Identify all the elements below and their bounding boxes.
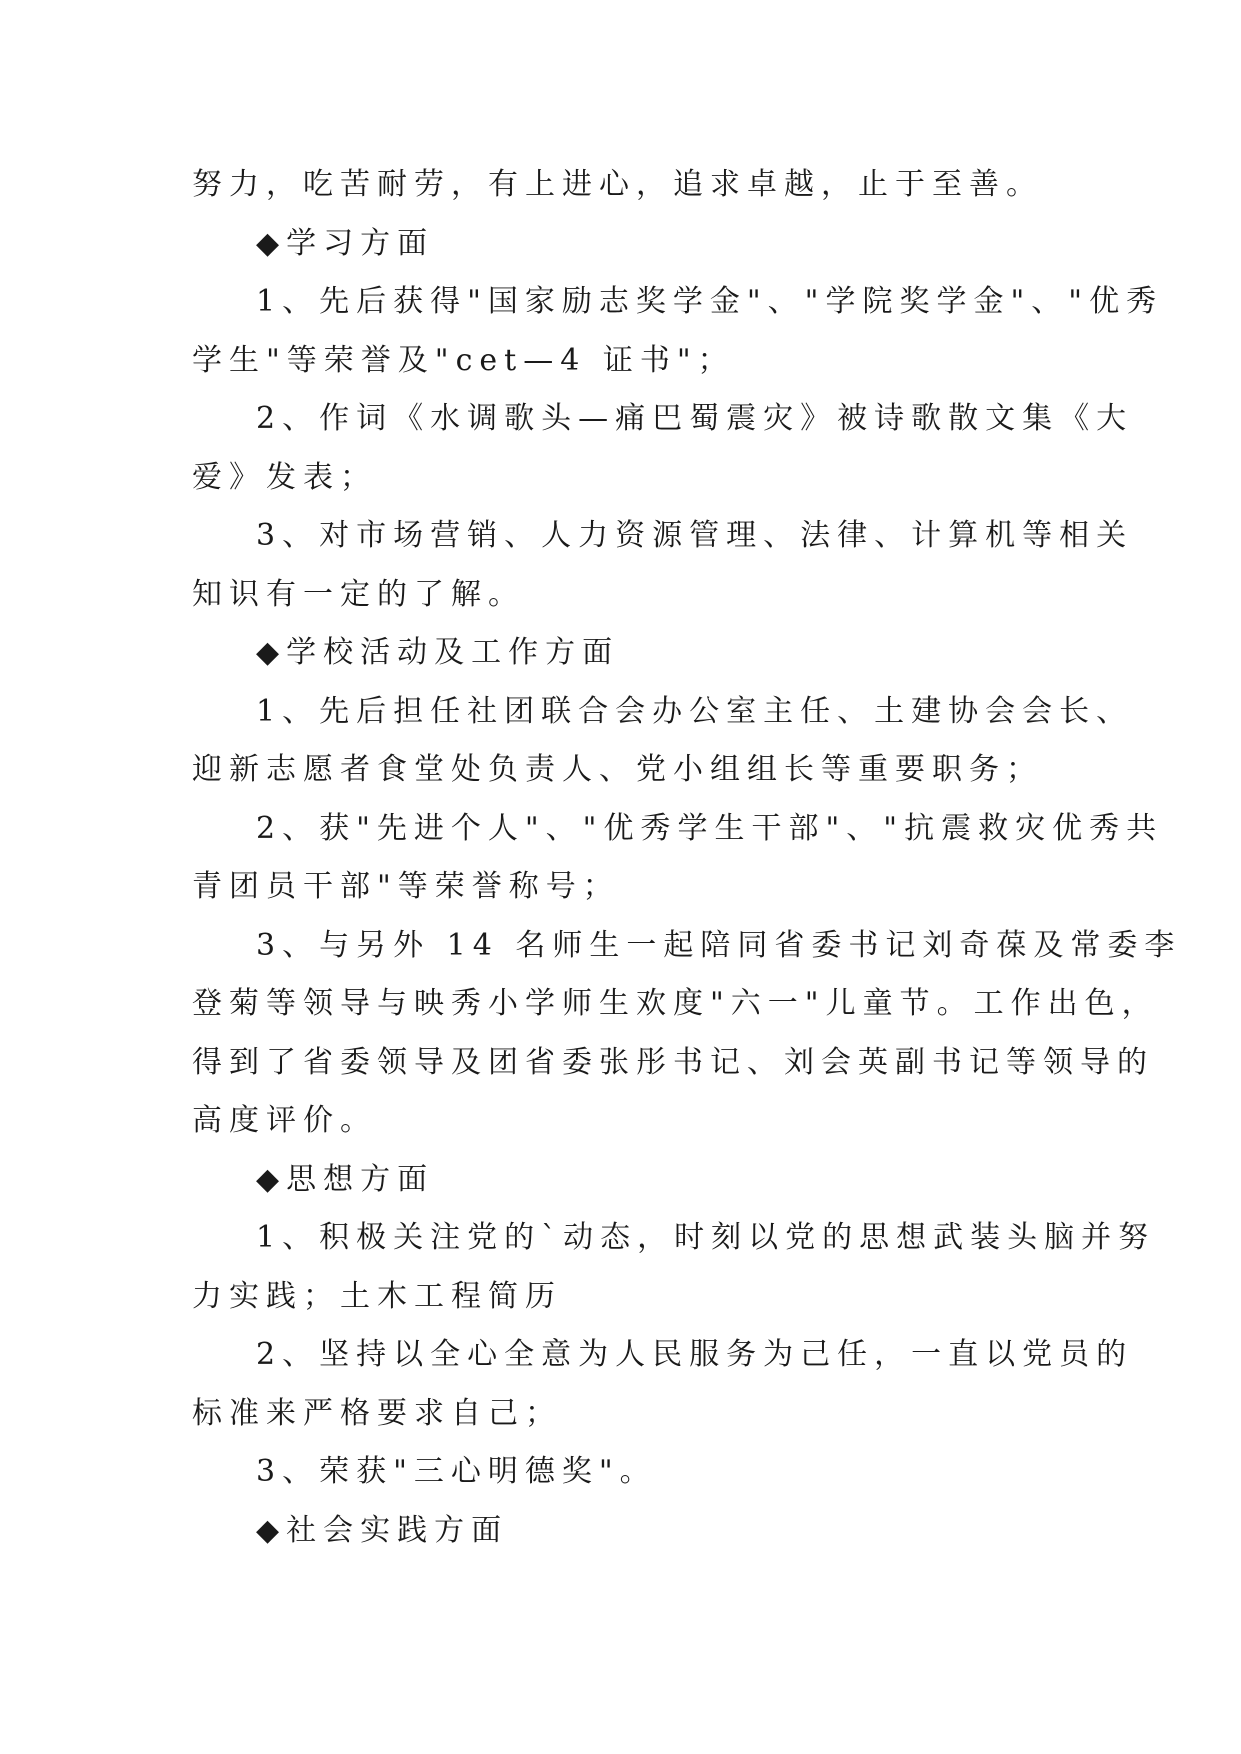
text-line: 爱》发表；	[192, 459, 377, 495]
text-line: 1、先后获得"国家励志奖学金"、"学院奖学金"、"优秀	[256, 284, 1164, 319]
text-line: 登菊等领导与映秀小学师生欢度"六一"儿童节。工作出色，	[192, 986, 1159, 1021]
text-line: 2、坚持以全心全意为人民服务为己任，一直以党员的	[256, 1337, 1134, 1372]
text-line: 青团员干部"等荣誉称号；	[192, 869, 620, 904]
text-line: 3、荣获"三心明德奖"。	[256, 1454, 657, 1489]
text-line: 3、对市场营销、人力资源管理、法律、计算机等相关	[256, 518, 1134, 553]
text-line: 知识有一定的了解。	[192, 576, 525, 612]
text-line: 3、与另外 14 名师生一起陪同省委书记刘奇葆及常委李	[256, 927, 1182, 963]
text-line: 得到了省委领导及团省委张彤书记、刘会英副书记等领导的	[192, 1044, 1154, 1080]
text-line: 1、积极关注党的`动态，时刻以党的思想武装头脑并努	[256, 1220, 1156, 1255]
text-line: 迎新志愿者食堂处负责人、党小组组长等重要职务；	[192, 752, 1043, 787]
section-heading-study: ◆学习方面	[256, 225, 435, 261]
text-line: 高度评价。	[192, 1103, 377, 1138]
text-line: 学生"等荣誉及"cet—4 证书"；	[192, 342, 735, 378]
document-body	[192, 156, 1182, 1560]
section-heading-thought: ◆思想方面	[256, 1161, 435, 1197]
text-line: 1、先后担任社团联合会办公室主任、土建协会会长、	[256, 693, 1134, 729]
section-heading-social-practice: ◆社会实践方面	[256, 1512, 509, 1548]
text-line: 标准来严格要求自己；	[192, 1395, 562, 1431]
text-line: 2、作词《水调歌头—痛巴蜀震灾》被诗歌散文集《大	[256, 401, 1134, 436]
text-line: 努力，吃苦耐劳，有上进心，追求卓越，止于至善。	[192, 167, 1043, 202]
text-line: 力实践；土木工程简历	[192, 1278, 562, 1314]
text-line: 2、获"先进个人"、"优秀学生干部"、"抗震救灾优秀共	[256, 810, 1164, 846]
section-heading-school-activities: ◆学校活动及工作方面	[256, 635, 620, 670]
